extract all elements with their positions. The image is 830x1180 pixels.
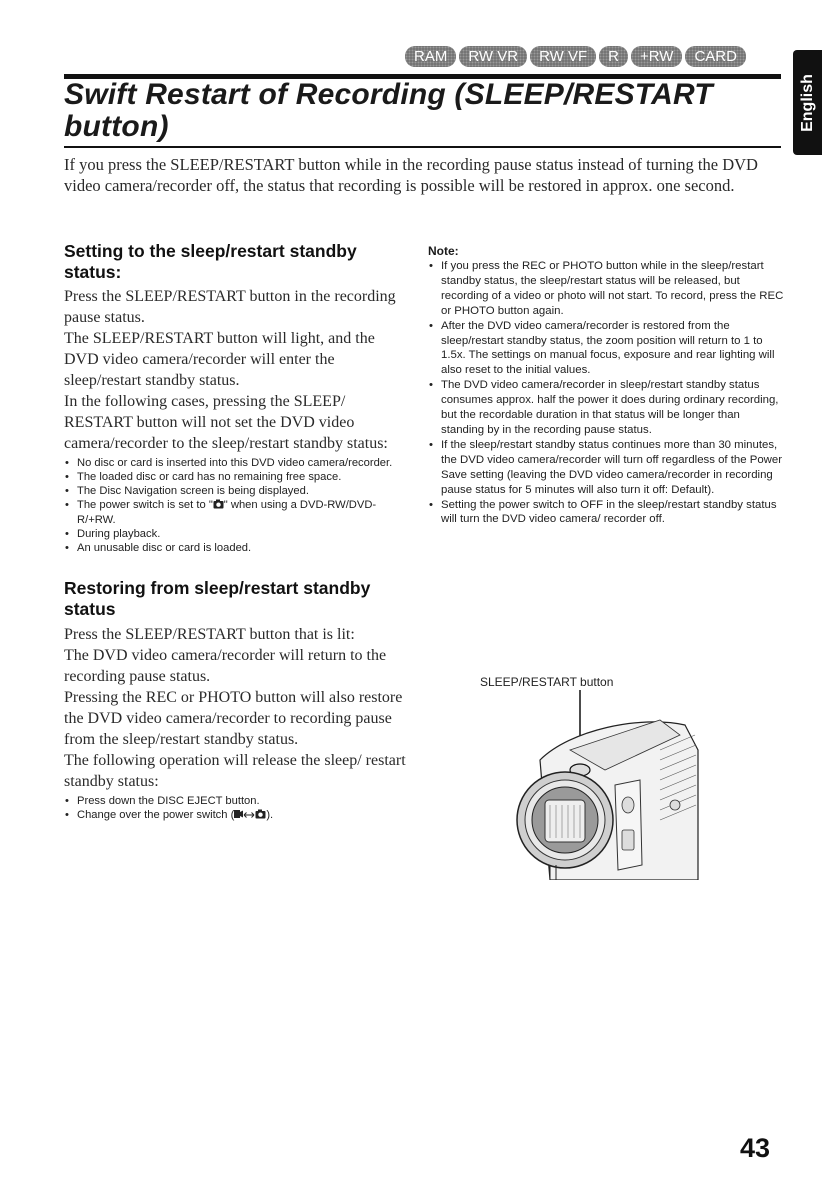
note-item: • If you press the REC or PHOTO button while in the sleep/restart standby status, the sleep/restart status will be released, but recording of a video or photo will not start. To record, press the REC or PHOTO button again. [428,259,784,319]
list-item: • The Disc Navigation screen is being displayed. [64,484,409,498]
list-item: • During playback. [64,527,409,541]
badge-rw-vr: RW VR [459,46,527,67]
section1-bullets [64,456,409,555]
badge-card: CARD [685,46,746,67]
page-title: Swift Restart of Recording (SLEEP/RESTART button) [64,78,713,143]
figure-label: SLEEP/RESTART button [480,675,614,689]
bullet-text-pre: The power switch is set to " [77,499,213,511]
photo-mode-icon [255,809,266,823]
note-title: Note: [428,244,459,258]
section1-para1: Press the SLEEP/RESTART button in the recording pause status. [64,288,396,326]
photo-mode-icon [213,499,224,513]
badge-rw-vf: RW VF [530,46,596,67]
note-item: • If the sleep/restart standby status continues more than 30 minutes, the DVD video camera/recorder will turn off regardless of the Power Save setting (leaving the DVD video camera/recorder in recording pause status for 5 minutes will also turn it off: Default). [428,438,784,498]
list-item: • The loaded disc or card has no remaining free space. [64,470,409,484]
section-heading-sleep-standby: Setting to the sleep/restart standby status: [64,241,357,282]
list-item: • An unusable disc or card is loaded. [64,541,409,555]
list-item: • No disc or card is inserted into this DVD video camera/recorder. [64,456,409,470]
badge-r: R [599,46,628,67]
badge-plus-rw: +RW [631,46,682,67]
section2-para1: Press the SLEEP/RESTART button that is lit: [64,626,355,643]
page-number: 43 [740,1133,771,1163]
language-tab [793,50,822,155]
language-tab-label: English [798,73,816,132]
camcorder-illustration [510,690,700,880]
list-item: • Press down the DISC EJECT button. [64,794,409,808]
section1-para2: The SLEEP/RESTART button will light, and the DVD video camera/recorder will enter the sleep/restart standby status. [64,330,375,389]
note-item: • After the DVD video camera/recorder is restored from the sleep/restart standby status, the zoom position will return to 1 to 1.5x. The settings on manual focus, exposure and rear lighting will also reset to the initial values. [428,319,784,379]
bullet-text-pre: Change over the power switch ( [77,809,235,821]
note-column [428,244,784,527]
bullet-text-post: ). [266,809,274,821]
bullet-text-post: " when using a DVD-RW/DVD-R/+RW. [77,499,377,526]
note-list [428,259,784,527]
section2-bullets [64,794,409,823]
section1-para3: In the following cases, pressing the SLEEP/ RESTART button will not set the DVD video camera/recorder to the sleep/restart standby status: [64,393,388,452]
left-column [64,241,409,823]
title-rule-bottom [64,146,781,148]
section-heading-restoring: Restoring from sleep/restart standby status [64,578,371,619]
note-item: • Setting the power switch to OFF in the sleep/restart standby status will turn the DVD video camera/ recorder off. [428,498,784,528]
media-type-badges [405,46,746,67]
section2-para2: The DVD video camera/recorder will return to the recording pause status. [64,647,387,685]
section2-para3: Pressing the REC or PHOTO button will also restore the DVD video camera/recorder to recording pause from the sleep/restart standby status. [64,689,403,748]
list-item [64,808,409,823]
section2-para4: The following operation will release the sleep/ restart standby status: [64,752,406,790]
list-item [64,498,409,527]
badge-ram: RAM [405,46,456,67]
video-mode-icon [234,809,243,823]
intro-paragraph: If you press the SLEEP/RESTART button while in the recording pause status instead of turning the DVD video camera/recorder off, the status that recording is possible will be restored in approx. one second. [64,155,758,195]
note-item: • The DVD video camera/recorder in sleep/restart standby status consumes approx. half the power it does during ordinary recording, but the recordable duration in that status will be longer than standing by in the recording pause status. [428,378,784,438]
switch-arrow-icon [243,809,255,823]
